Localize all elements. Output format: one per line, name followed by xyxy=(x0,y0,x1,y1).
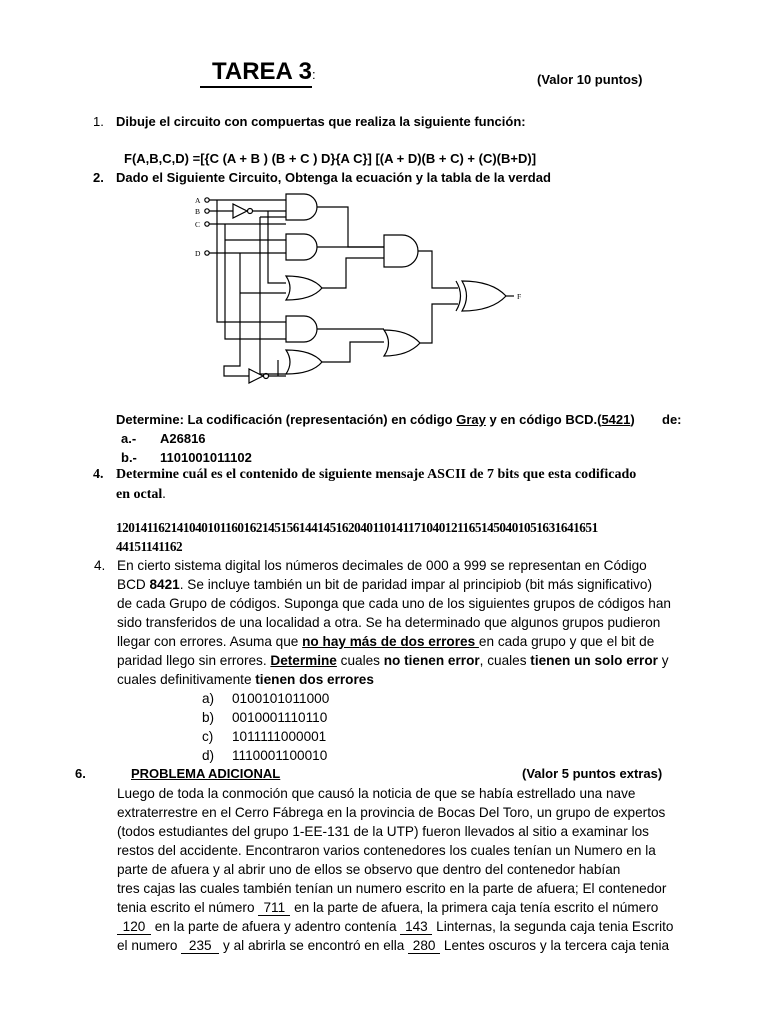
q4b-line6-f: tienen un solo error xyxy=(530,653,658,668)
q4b-line6-c: cuales xyxy=(336,653,384,668)
q6-line9-b: y al abrirla se encontró en ella xyxy=(219,938,409,953)
q4b-line2-c: . Se incluye también un bit de paridad impar al principiob (bit más significativo) xyxy=(179,577,652,592)
inverter-b xyxy=(233,204,247,218)
q3-text xyxy=(116,412,635,427)
q4b-line2 xyxy=(117,577,652,592)
q4a-code-line2: 44151141162 xyxy=(116,539,183,554)
input-b-label: B xyxy=(195,207,201,216)
q4a-code-line1: 1201411621410401011601621451561441451620401101411710401211651450401051631641651 xyxy=(116,520,598,535)
q4b-option-d-value: 1110001100010 xyxy=(232,748,328,763)
q4b-line3: de cada Grupo de códigos. Suponga que cada uno de los siguientes grupos de códigos han xyxy=(117,596,671,611)
q4b-line6-b: Determine xyxy=(270,653,337,668)
q3-bcd-code: 5421 xyxy=(601,412,631,427)
q4b-option-c-value: 1011111000001 xyxy=(232,729,327,744)
or-gate-5 xyxy=(286,350,322,374)
q6-line8-b: Linternas, la segunda caja tenia Escrito xyxy=(432,919,674,934)
inverter-d xyxy=(249,369,263,383)
q3-text-c: ) xyxy=(630,412,635,427)
q6-line7-b: en la parte de afuera, la primera caja tenía escrito el número xyxy=(290,900,659,915)
q6-title: PROBLEMA ADICIONAL xyxy=(131,766,281,781)
q3-item-b-label: b.- xyxy=(121,450,137,465)
q6-para-line7 xyxy=(117,900,658,916)
q6-line9-c: Lentes oscuros y la tercera caja tenia xyxy=(440,938,670,953)
q4b-line6-a: paridad llego sin errores. xyxy=(117,653,271,668)
q4a-line2-end: . xyxy=(162,487,166,502)
blank-711: 711 xyxy=(258,900,290,916)
q4b-line7-b: tienen dos errores xyxy=(255,672,374,687)
q6-line9-a: el numero xyxy=(117,938,182,953)
page-title xyxy=(200,58,316,88)
q6-para-line4: restos del accidente. Encontraron varios contenedores los cuales tenían un Numero en la xyxy=(117,843,656,858)
q4b-line5-b: no hay más de dos errores xyxy=(302,634,479,649)
q4b-option-c-label: c) xyxy=(202,729,214,744)
q3-gray: Gray xyxy=(456,412,486,427)
q4b-line5 xyxy=(117,634,654,649)
q4b-line6 xyxy=(117,653,669,668)
q4b-option-b-label: b) xyxy=(202,710,215,725)
q4b-option-b-value: 0010001110110 xyxy=(232,710,328,725)
input-d-terminal xyxy=(205,251,209,255)
q4a-line1: Determine cuál es el contenido de siguiente mensaje ASCII de 7 bits que esta codificado xyxy=(116,467,637,482)
q3-item-a-label: a.- xyxy=(121,431,137,446)
logic-circuit-diagram xyxy=(185,190,545,390)
blank-143: 143 xyxy=(400,919,432,935)
q4b-option-a-value: 0100101011000 xyxy=(232,691,330,706)
q2-number: 2. xyxy=(93,170,104,185)
input-a-label: A xyxy=(195,196,201,205)
input-a-terminal xyxy=(205,198,209,202)
or-gate-7 xyxy=(384,330,420,356)
blank-120: 120 xyxy=(117,919,151,935)
q3-de: de: xyxy=(662,412,682,427)
q6-line8-a: en la parte de afuera y adentro contenía xyxy=(151,919,401,934)
input-d-label: D xyxy=(195,249,201,258)
q6-para-line9 xyxy=(117,938,669,954)
q6-line7-a: tenia escrito el número xyxy=(117,900,259,915)
blank-280: 280 xyxy=(408,938,440,954)
input-c-terminal xyxy=(205,222,209,226)
q1-function: F(A,B,C,D) =[{C (A + B ) (B + C ) D}{A C}] [(A + D)(B + C) + (C)(B+D)] xyxy=(124,151,537,166)
q4a-number: 4. xyxy=(93,467,104,482)
q6-para-line5: parte de afuera y al abrir uno de ellos se observo que dentro del contenedor habían xyxy=(117,862,621,877)
input-b-terminal xyxy=(205,209,209,213)
q4a-line2-text: en octal xyxy=(116,487,163,502)
and-gate-6 xyxy=(384,235,418,267)
xor-gate xyxy=(462,281,506,311)
q4b-line5-c: en cada grupo y que el bit de xyxy=(478,634,655,649)
q4b-number: 4. xyxy=(94,558,106,573)
blank-235: 235 xyxy=(181,938,219,954)
q4b-line1: En cierto sistema digital los números decimales de 000 a 999 se representan en Código xyxy=(117,558,647,573)
title-colon: : xyxy=(312,67,316,82)
q3-text-b: y en código BCD.( xyxy=(485,412,602,427)
output-f-label: F xyxy=(517,292,522,301)
q4b-line4: sido transferidos de una localidad a otra. Se ha determinado que algunos grupos pudieron xyxy=(117,615,661,630)
q4b-line7-a: cuales definitivamente xyxy=(117,672,256,687)
q6-para-line2: extraterrestre en el Cerro Fábrega en la provincia de Bocas Del Toro, un grupo de expertos xyxy=(117,805,666,820)
q4b-line6-g: y xyxy=(657,653,669,668)
q4b-line5-a: llegar con errores. Asuma que xyxy=(117,634,303,649)
q4b-option-a-label: a) xyxy=(202,691,215,706)
title-text: TAREA 3 xyxy=(200,58,312,88)
q3-item-b-value: 1101001011102 xyxy=(160,450,252,465)
q3-item-a-value: A26816 xyxy=(160,431,206,446)
q6-para-line6: tres cajas las cuales también tenían un numero escrito en la parte de afuera; El contenedor xyxy=(117,881,667,896)
q2-text: Dado el Siguiente Circuito, Obtenga la ecuación y la tabla de la verdad xyxy=(116,170,551,185)
q6-para-line8 xyxy=(117,919,673,935)
q4b-line2-b: 8421 xyxy=(149,577,180,592)
q6-number: 6. xyxy=(75,766,86,781)
q3-text-a: Determine: La codificación (representación) en código xyxy=(116,412,457,427)
or-gate-3 xyxy=(286,276,322,300)
q4b-line6-d: no tienen error xyxy=(383,653,480,668)
q1-text: Dibuje el circuito con compuertas que realiza la siguiente función: xyxy=(116,114,526,129)
q1-number: 1. xyxy=(93,114,104,129)
q4b-line7 xyxy=(117,672,374,687)
q6-para-line3: (todos estudiantes del grupo 1-EE-131 de la UTP) fueron llevados al sitio a examinar los xyxy=(117,824,649,839)
q6-points: (Valor 5 puntos extras) xyxy=(522,766,663,781)
q4b-line2-a: BCD xyxy=(117,577,150,592)
and-gate-1 xyxy=(286,194,317,220)
and-gate-4 xyxy=(286,316,317,342)
q4b-line6-e: , cuales xyxy=(479,653,531,668)
q4a-line2 xyxy=(116,487,166,503)
q4b-option-d-label: d) xyxy=(202,748,215,763)
input-c-label: C xyxy=(195,220,201,229)
and-gate-2 xyxy=(286,234,317,260)
q6-para-line1: Luego de toda la conmoción que causó la noticia de que se había estrellado una nave xyxy=(117,786,636,801)
title-points: (Valor 10 puntos) xyxy=(537,72,643,87)
